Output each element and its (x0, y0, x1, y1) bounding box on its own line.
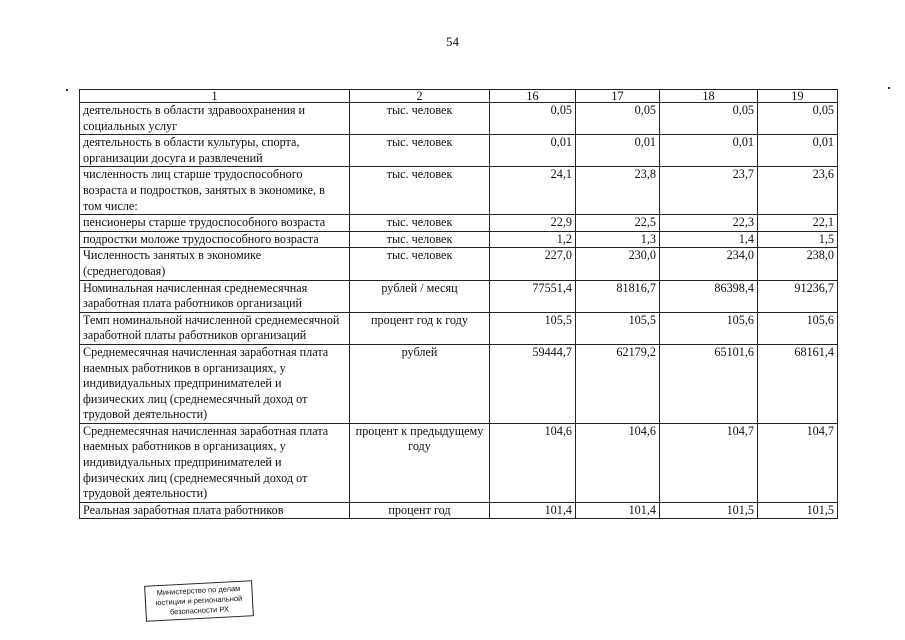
value-cell: 0,05 (576, 103, 660, 135)
value-cell: 1,2 (490, 231, 576, 248)
column-header: 2 (350, 90, 490, 103)
value-cell: 1,4 (660, 231, 758, 248)
table-row (80, 423, 838, 502)
value-cell: 238,0 (758, 248, 838, 280)
value-cell: 0,05 (490, 103, 576, 135)
unit-cell: тыс. человек (350, 215, 490, 232)
value-cell: 22,1 (758, 215, 838, 232)
unit-cell: тыс. человек (350, 231, 490, 248)
unit-cell: тыс. человек (350, 103, 490, 135)
value-cell: 65101,6 (660, 344, 758, 423)
unit-cell: рублей (350, 344, 490, 423)
scan-artifact (888, 87, 890, 89)
value-cell: 68161,4 (758, 344, 838, 423)
page-number: 54 (446, 34, 459, 49)
value-cell: 86398,4 (660, 280, 758, 312)
value-cell: 101,4 (576, 502, 660, 519)
column-header: 16 (490, 90, 576, 103)
column-header: 17 (576, 90, 660, 103)
table-row (80, 215, 838, 232)
value-cell: 105,5 (576, 312, 660, 344)
value-cell: 1,3 (576, 231, 660, 248)
indicator-name: Среднемесячная начисленная заработная плата наемных работников в организациях, у индивидуальных предпринимателей и физических лиц (среднемесячный доход от трудовой деятельности) (80, 344, 350, 423)
value-cell: 1,5 (758, 231, 838, 248)
value-cell: 77551,4 (490, 280, 576, 312)
unit-cell: тыс. человек (350, 248, 490, 280)
table-row (80, 231, 838, 248)
value-cell: 104,7 (758, 423, 838, 502)
value-cell: 227,0 (490, 248, 576, 280)
ministry-stamp (144, 580, 254, 622)
scan-artifact (66, 89, 68, 91)
indicator-name: деятельность в области культуры, спорта, организации досуга и развлечений (80, 135, 350, 167)
table-row (80, 344, 838, 423)
unit-cell: процент год к году (350, 312, 490, 344)
stamp-line: безопасности РХ (169, 604, 230, 617)
value-cell: 59444,7 (490, 344, 576, 423)
value-cell: 24,1 (490, 167, 576, 215)
statistics-table (79, 89, 838, 519)
table-row (80, 135, 838, 167)
value-cell: 22,9 (490, 215, 576, 232)
indicator-name: численность лиц старше трудоспособного возраста и подростков, занятых в экономике, в том числе: (80, 167, 350, 215)
value-cell: 23,6 (758, 167, 838, 215)
value-cell: 101,4 (490, 502, 576, 519)
table-row (80, 280, 838, 312)
table-row (80, 312, 838, 344)
stamp-line: Министерство по делам (156, 583, 241, 598)
table-row (80, 103, 838, 135)
value-cell: 0,01 (660, 135, 758, 167)
value-cell: 101,5 (660, 502, 758, 519)
value-cell: 22,5 (576, 215, 660, 232)
value-cell: 104,6 (490, 423, 576, 502)
indicator-name: подростки моложе трудоспособного возраста (80, 231, 350, 248)
value-cell: 23,8 (576, 167, 660, 215)
value-cell: 104,6 (576, 423, 660, 502)
stamp-line: юстиции и региональной (155, 593, 243, 608)
table-row (80, 167, 838, 215)
value-cell: 23,7 (660, 167, 758, 215)
indicator-name: пенсионеры старше трудоспособного возраста (80, 215, 350, 232)
value-cell: 0,05 (660, 103, 758, 135)
table-header-row (80, 90, 838, 103)
indicator-name: Численность занятых в экономике (среднегодовая) (80, 248, 350, 280)
column-header: 1 (80, 90, 350, 103)
value-cell: 0,01 (576, 135, 660, 167)
value-cell: 81816,7 (576, 280, 660, 312)
column-header: 18 (660, 90, 758, 103)
table-row (80, 502, 838, 519)
value-cell: 105,5 (490, 312, 576, 344)
indicator-name: Темп номинальной начисленной среднемесячной заработной платы работников организаций (80, 312, 350, 344)
value-cell: 91236,7 (758, 280, 838, 312)
value-cell: 104,7 (660, 423, 758, 502)
value-cell: 234,0 (660, 248, 758, 280)
value-cell: 0,01 (758, 135, 838, 167)
value-cell: 62179,2 (576, 344, 660, 423)
value-cell: 22,3 (660, 215, 758, 232)
value-cell: 0,05 (758, 103, 838, 135)
unit-cell: процент к предыдущему году (350, 423, 490, 502)
indicator-name: Номинальная начисленная среднемесячная заработная плата работников организаций (80, 280, 350, 312)
indicator-name: деятельность в области здравоохранения и социальных услуг (80, 103, 350, 135)
table-row (80, 248, 838, 280)
value-cell: 230,0 (576, 248, 660, 280)
indicator-name: Среднемесячная начисленная заработная плата наемных работников в организациях, у индивидуальных предпринимателей и физических лиц (среднемесячный доход от трудовой деятельности) (80, 423, 350, 502)
value-cell: 0,01 (490, 135, 576, 167)
unit-cell: процент год (350, 502, 490, 519)
unit-cell: тыс. человек (350, 167, 490, 215)
indicator-name: Реальная заработная плата работников (80, 502, 350, 519)
value-cell: 105,6 (758, 312, 838, 344)
value-cell: 101,5 (758, 502, 838, 519)
column-header: 19 (758, 90, 838, 103)
unit-cell: тыс. человек (350, 135, 490, 167)
value-cell: 105,6 (660, 312, 758, 344)
unit-cell: рублей / месяц (350, 280, 490, 312)
